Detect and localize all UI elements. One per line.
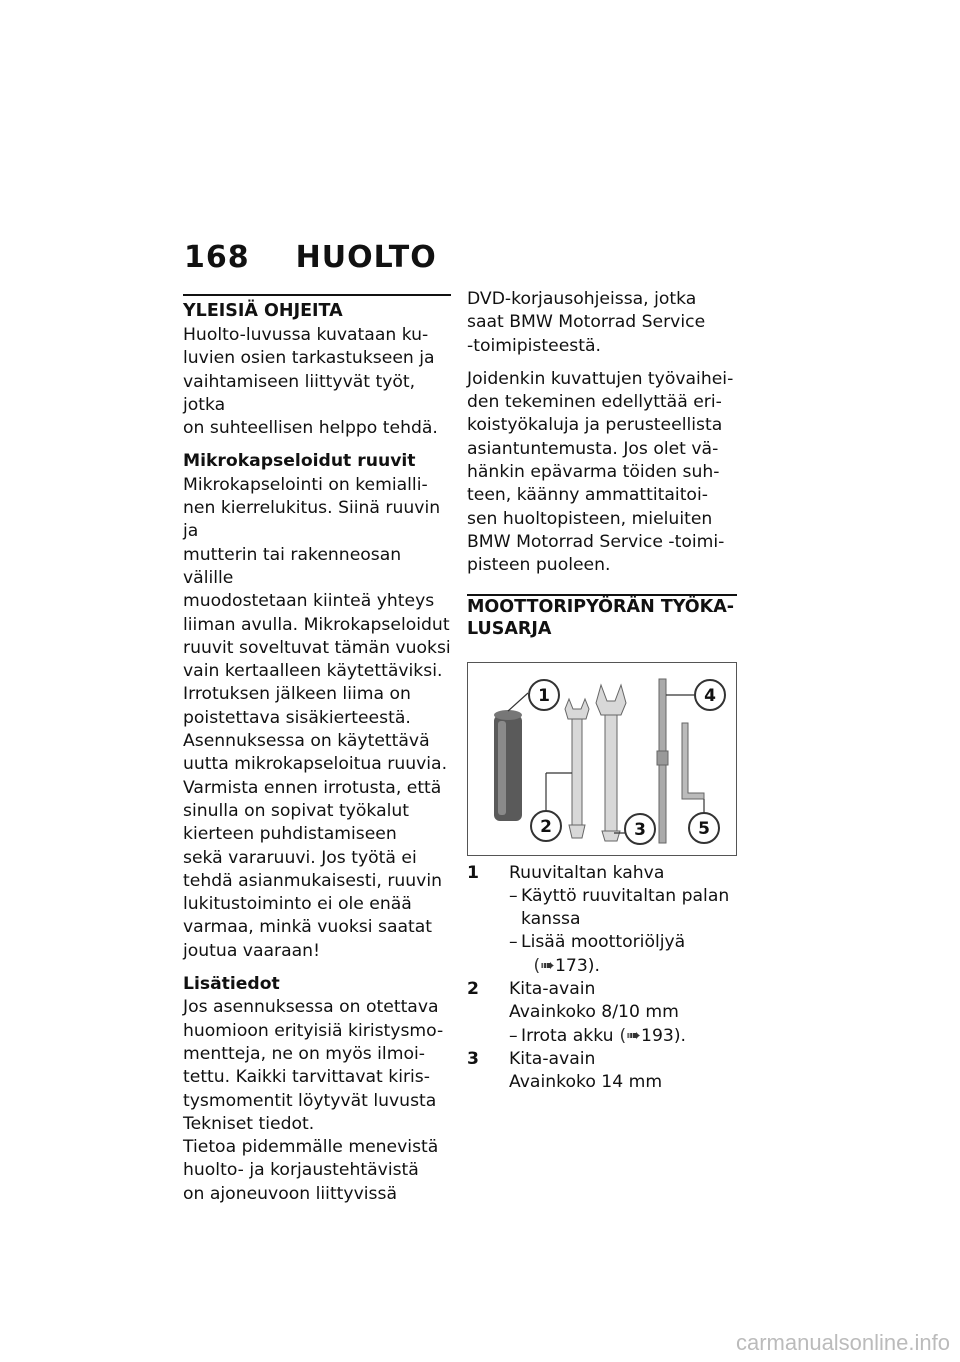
page-number: 168 <box>184 240 250 275</box>
page-reference: 193). <box>641 1025 687 1046</box>
left-column <box>183 294 451 1206</box>
page-reference-arrow-icon: (➠ <box>619 1025 641 1046</box>
callout-label-4: 4 <box>704 685 716 706</box>
callout-label-5: 5 <box>698 818 710 839</box>
toolkit-illustration <box>468 663 736 855</box>
legend-line: Ruuvitaltan kahva <box>509 862 665 883</box>
figure-legend <box>467 862 737 1095</box>
page-reference: 173). <box>555 955 600 976</box>
legend-bullet-text: Käyttö ruuvitaltan palan kanssa <box>521 885 730 930</box>
legend-item <box>467 1048 737 1095</box>
info-heading: Lisätiedot <box>183 974 280 995</box>
legend-bullet-text: Irrota akku <box>521 1025 620 1046</box>
callout-label-1: 1 <box>538 685 550 706</box>
wrench-large-icon <box>596 685 626 841</box>
legend-line: Avainkoko 14 mm <box>509 1072 663 1093</box>
legend-line: Avainkoko 8/10 mm <box>509 1002 679 1023</box>
screwdriver-blade-icon <box>657 679 668 843</box>
legend-number: 3 <box>467 1048 479 1069</box>
micro-paragraph: Mikrokapselointi on kemialli- nen kierrelukitus. Siinä ruuvin ja mutterin tai rakenneosan välille muodostetaan kiinteä yhteys liiman avulla. Mikrokapseloidut ruuvit soveltuvat tämän vuoksi vain kertaalleen käytettäviksi. Irrotuksen jälkeen liima on poistettava sisäkierteestä. Asennuksessa on käytettävä uutta mikrokapseloitua ruuvia. Varmista ennen irrotusta, että sinulla on sopivat työkalut kierteen puhdistamiseen sekä vararuuvi. Jos työtä ei tehdä asianmukaisesti, ruuvin lukitustoiminto ei ole enää varmaa, minkä vuoksi saatat joutua vaaraan! <box>183 474 451 961</box>
legend-item <box>467 978 737 1048</box>
legend-number: 1 <box>467 862 479 883</box>
micro-heading: Mikrokapseloidut ruuvit <box>183 451 416 472</box>
legend-bullet: – Lisää moottoriöljyä (➠173). <box>509 931 737 978</box>
toolkit-figure <box>467 662 737 856</box>
legend-number: 2 <box>467 979 479 1000</box>
section-title-toolkit: MOOTTORIPYÖRÄN TYÖKA- LUSARJA <box>467 596 735 639</box>
callout-label-2: 2 <box>540 816 552 837</box>
page-reference-arrow-icon: (➠ <box>533 955 555 976</box>
legend-line: Kita-avain <box>509 979 596 1000</box>
section-rule <box>183 294 451 296</box>
callout-label-3: 3 <box>634 819 646 840</box>
continued-paragraph: DVD-korjausohjeissa, jotka saat BMW Motorrad Service -toimipisteestä. <box>467 289 706 356</box>
section-title-general: YLEISIÄ OHJEITA <box>183 301 343 321</box>
chapter-title: HUOLTO <box>295 240 437 275</box>
intro-paragraph: Huolto-luvussa kuvataan ku- luvien osien tarkastukseen ja vaihtamiseen liittyvät työt, jotka on suhteellisen helppo tehdä. <box>183 325 438 439</box>
watermark: carmanualsonline.info <box>735 1330 950 1355</box>
legend-bullet: – Irrota akku (➠193). <box>509 1025 737 1048</box>
wrench-small-icon <box>565 699 589 838</box>
allen-key-icon <box>682 723 704 799</box>
legend-line: Kita-avain <box>509 1048 596 1069</box>
screwdriver-handle-icon <box>494 710 522 821</box>
right-column <box>467 288 737 1095</box>
info-paragraph: Jos asennuksessa on otettava huomioon erityisiä kiristysmo- mentteja, ne on myös ilmoi- tettu. Kaikki tarvittavat kiris- tysmomentit löytyvät luvusta Tekniset tiedot. Tietoa pidemmälle menevistä huolto- ja korjaustehtävistä on ajoneuvoon liittyvissä <box>183 997 444 1204</box>
legend-bullet-text: Lisää moottoriöljyä <box>521 932 686 953</box>
page-header <box>184 240 437 275</box>
legend-item <box>467 862 737 978</box>
legend-bullet: – Käyttö ruuvitaltan palan kanssa <box>509 885 737 932</box>
expertise-paragraph: Joidenkin kuvattujen työvaihei- den tekeminen edellyttää eri- koistyökaluja ja perusteellista asiantuntemusta. Jos olet vä- hänkin epävarma töiden suh- teen, käänny ammattitaitoi- sen huoltopisteen, mieluiten BMW Motorrad Service -toimi- pisteen puoleen. <box>467 368 734 576</box>
